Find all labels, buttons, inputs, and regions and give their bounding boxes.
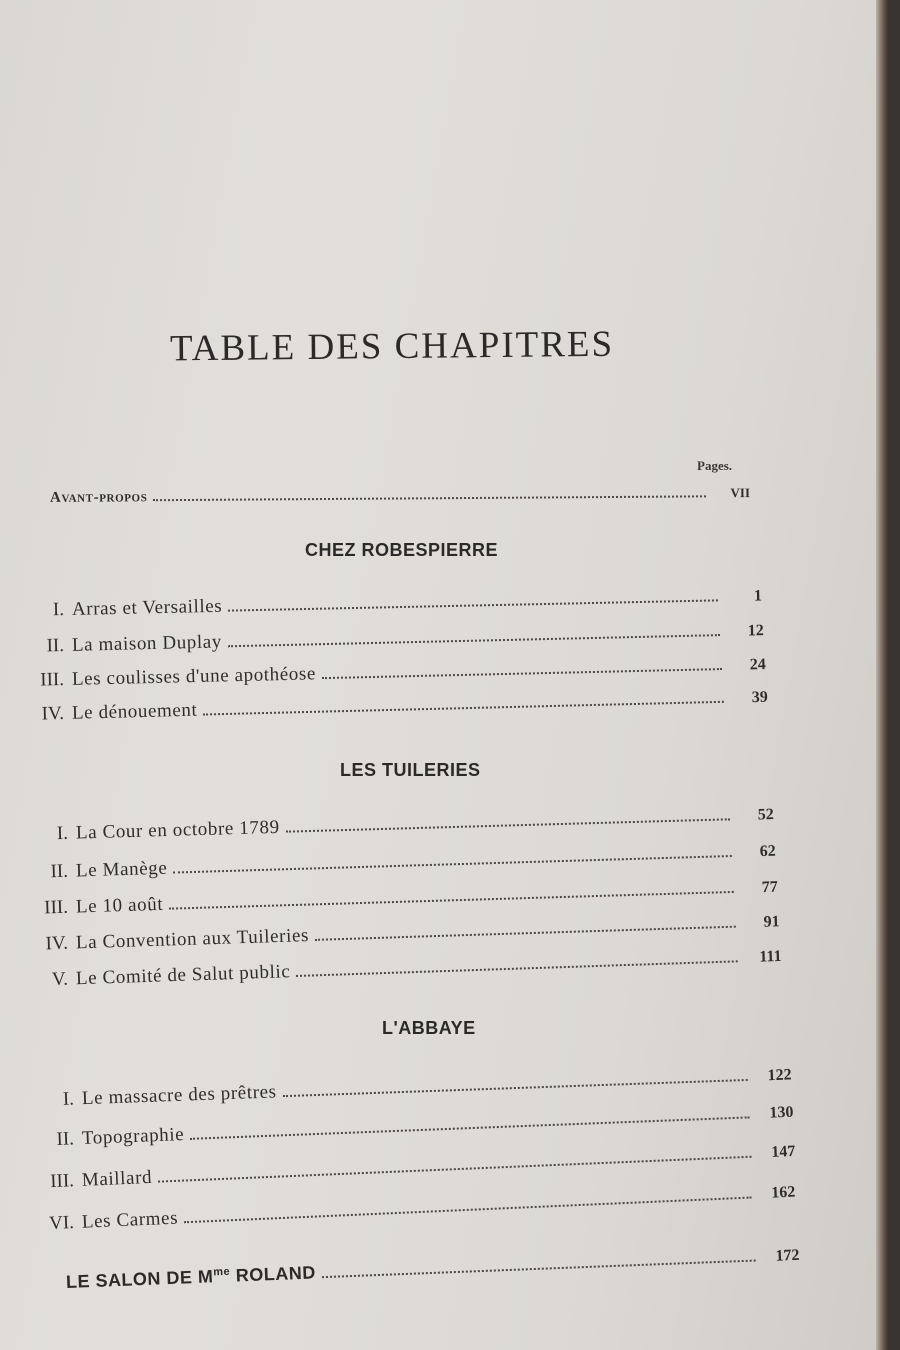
entry-number: II. — [50, 860, 69, 883]
toc-entry[interactable] — [20, 653, 766, 692]
dot-leader — [184, 1197, 751, 1224]
entry-number: I. — [56, 822, 69, 845]
entry-number: IV. — [45, 932, 69, 955]
dot-leader — [322, 1260, 756, 1279]
heading-text: ROLAND — [229, 1262, 317, 1286]
entry-title: Le 10 août — [75, 893, 164, 918]
entry-title: Le massacre des prêtres — [81, 1081, 277, 1110]
entry-page: 12 — [747, 622, 765, 640]
dot-leader — [153, 495, 706, 501]
entry-page: 52 — [757, 806, 774, 824]
section-heading-robespierre: CHEZ ROBESPIERRE — [305, 540, 499, 560]
dot-leader — [158, 1156, 751, 1183]
entry-page: 111 — [759, 947, 782, 966]
entry-title: Les coulisses d'une apothéose — [71, 663, 317, 690]
toc-entry[interactable] — [24, 803, 774, 846]
entry-title: Topographie — [81, 1124, 185, 1149]
entry-page: 162 — [770, 1183, 796, 1202]
entry-number: II. — [56, 1128, 75, 1150]
entry-title: La Cour en octobre 1789 — [75, 816, 280, 844]
entry-number: V. — [51, 968, 69, 991]
toc-entry-avant-propos[interactable] — [40, 485, 750, 507]
entry-number: II. — [46, 635, 65, 657]
toc-entry-salon-roland[interactable] — [66, 1244, 800, 1293]
dot-leader — [322, 668, 722, 679]
entry-number: I. — [52, 599, 65, 621]
entry-title: Les Carmes — [81, 1207, 179, 1233]
pages-column-label: Pages. — [697, 458, 733, 473]
toc-entry[interactable] — [24, 840, 776, 884]
dot-leader — [228, 634, 720, 647]
heading-superscript: me — [213, 1265, 231, 1279]
entry-title: Le Comité de Salut public — [75, 961, 291, 990]
toc-entry[interactable] — [20, 584, 762, 622]
toc-entry[interactable] — [20, 686, 768, 726]
entry-page: 130 — [769, 1103, 794, 1122]
entry-page: 147 — [771, 1142, 796, 1161]
entry-number: VI. — [48, 1212, 75, 1235]
dot-leader — [190, 1116, 749, 1139]
dot-leader — [286, 818, 730, 832]
entry-page: 1 — [753, 587, 763, 605]
entry-title: Avant-propos — [49, 489, 148, 506]
section-heading-roland — [66, 1262, 317, 1293]
entry-number: III. — [43, 896, 69, 919]
entry-page: 24 — [749, 656, 767, 674]
heading-text: LE SALON DE M — [65, 1266, 214, 1292]
dot-leader — [296, 960, 737, 977]
section-heading-tuileries: LES TUILERIES — [340, 760, 481, 780]
entry-title: Maillard — [81, 1166, 153, 1191]
dot-leader — [283, 1079, 748, 1097]
entry-title: Le Manège — [75, 857, 168, 882]
entry-title: Le dénouement — [71, 699, 198, 724]
entry-page: 62 — [759, 842, 776, 861]
entry-page: 77 — [761, 878, 778, 897]
dot-leader — [173, 855, 731, 874]
entry-page: VII — [730, 485, 751, 501]
dot-leader — [203, 701, 723, 716]
entry-title: La Convention aux Tuileries — [75, 925, 310, 954]
entry-number: III. — [40, 669, 65, 691]
dot-leader — [315, 926, 736, 941]
entry-number: IV. — [41, 702, 65, 725]
section-heading-abbaye: L'ABBAYE — [382, 1018, 476, 1038]
dot-leader — [169, 891, 734, 910]
entry-page: 122 — [767, 1066, 792, 1085]
page-title: TABLE DES CHAPITRES — [169, 323, 615, 370]
entry-page: 91 — [763, 913, 780, 931]
page-edge — [876, 0, 888, 1350]
entry-number: III. — [49, 1170, 75, 1193]
entry-title: Arras et Versailles — [71, 595, 223, 620]
dot-leader — [228, 599, 718, 611]
entry-page: 172 — [775, 1246, 800, 1265]
entry-number: I. — [62, 1088, 75, 1110]
toc-entry[interactable] — [20, 619, 764, 658]
entry-page: 39 — [751, 688, 768, 707]
entry-title: La maison Duplay — [71, 631, 223, 656]
